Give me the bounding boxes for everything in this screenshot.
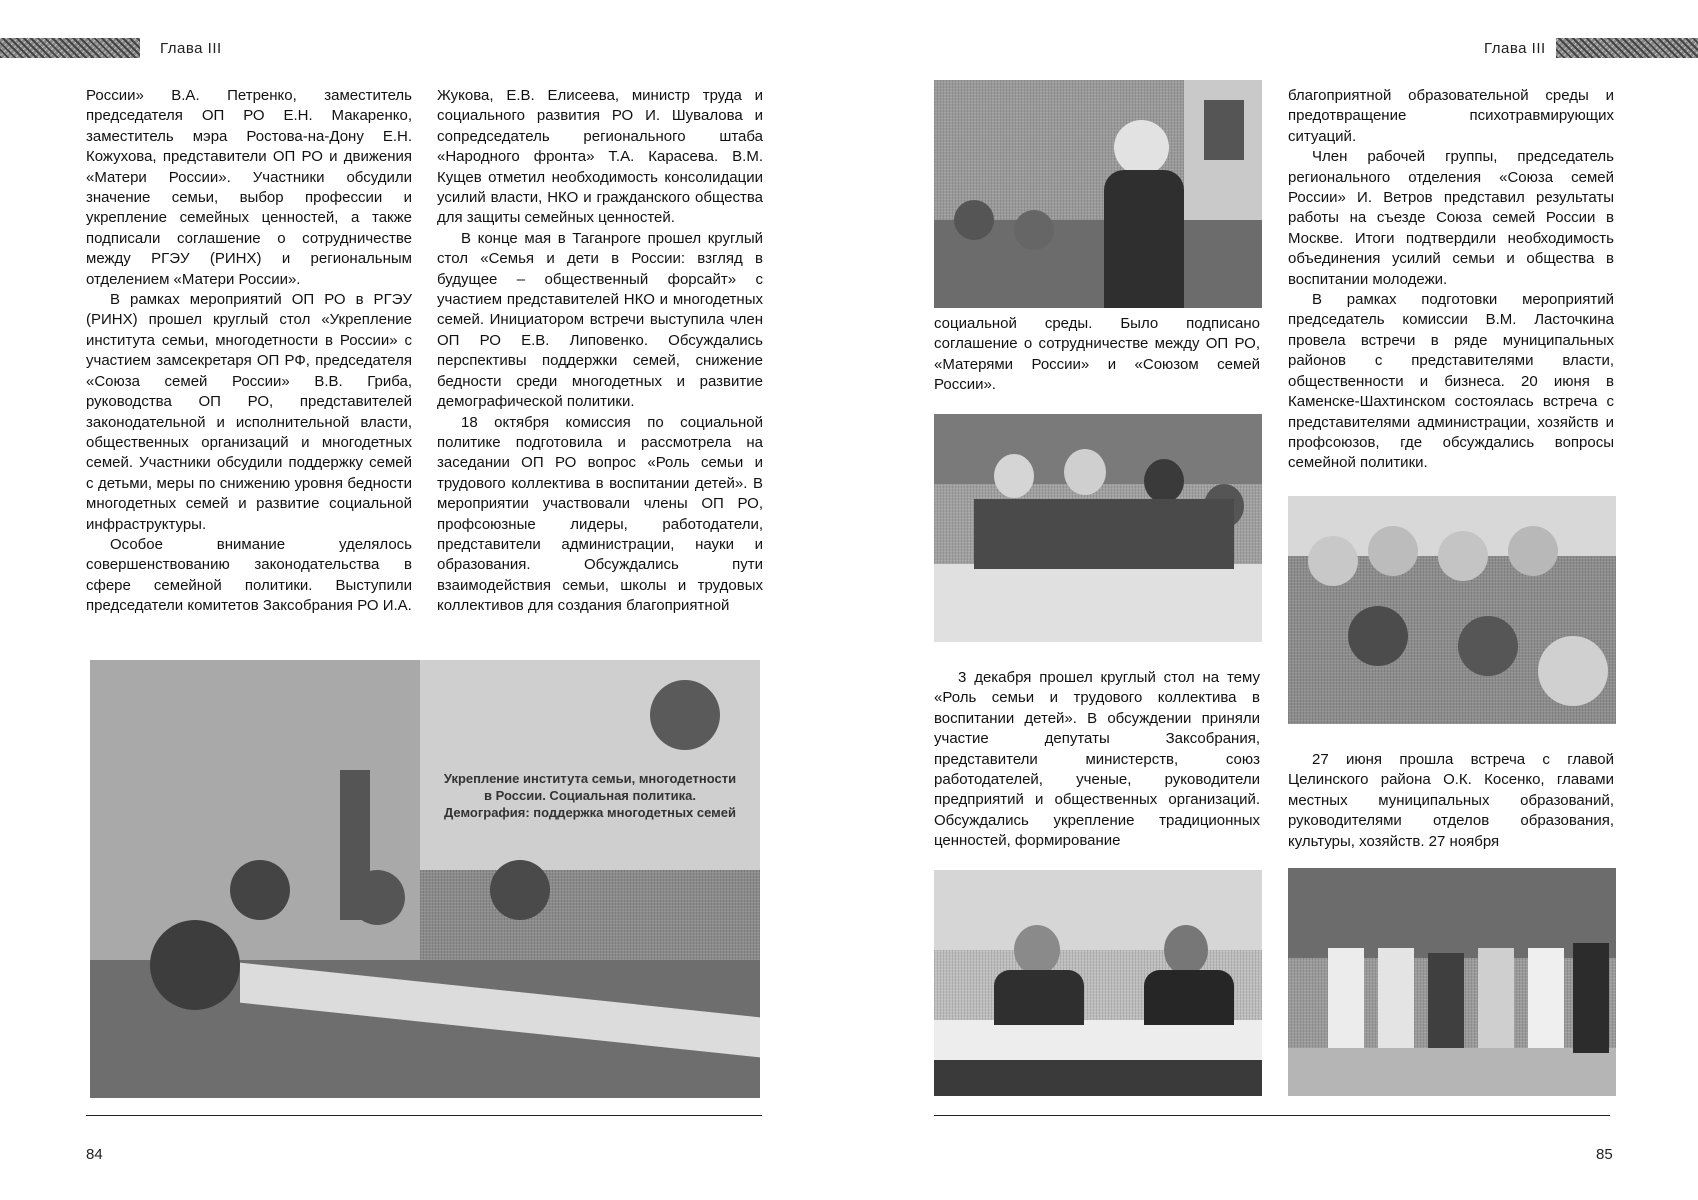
- photo-screen-slogan: Укрепление института семьи, многодетности в России. Социальная политика. Демография: поддержка многодетных семей: [443, 771, 737, 820]
- paragraph: В рамках мероприятий ОП РО в РГЭУ (РИНХ) прошел круглый стол «Укрепление института семьи, многодетности в России» с участием замсекретаря ОП РФ, председателя «Союза семей России» В.В. Гриба, руководства ОП РО, представителей законодательной и исполнительной власти, общественных организаций и многодетных семей. Участники обсудили поддержку семей с детьми, меры по снижению уровня бедности многодетных семей и развитие социальной инфраструктуры.: [86, 291, 412, 533]
- left-page-column-1: [86, 86, 412, 617]
- header-pattern-right: [1556, 38, 1698, 58]
- paragraph: Жукова, Е.В. Елисеева, министр труда и социального развития РО И. Шувалова и сопредседатель регионального штаба «Народного фронта» Т.А. Карасева. В.М. Кущев отметил необходимость консолидации усилий власти, НКО и гражданского общества для защиты семейных ценностей.: [437, 87, 763, 227]
- paragraph: Член рабочей группы, председатель регионального отделения «Союза семей России» И. Ветров представил результаты работы на съезде Союза семей России в Москве. Итоги подтвердили необходимость объединения усилий семьи и общества в воспитании молодежи.: [1288, 148, 1614, 288]
- photo-round-table-hall: [90, 660, 760, 1098]
- paragraph: социальной среды. Было подписано соглашение о сотрудничестве между ОП РО, «Матерями России» и «Союзом семей России».: [934, 315, 1260, 394]
- paragraph: 3 декабря прошел круглый стол на тему «Роль семьи и трудового коллектива в воспитании детей». В обсуждении приняли участие депутаты Заксобрания, представители министерств, союз работодателей, ученые, руководители предприятий и общественных организаций. Обсуждались укрепление традиционных ценностей, формирование: [934, 669, 1260, 850]
- paragraph: В конце мая в Таганроге прошел круглый стол «Семья и дети в России: взгляд в будущее – общественный форсайт» с участием представителей НКО и многодетных семей. Инициатором встречи выступила член ОП РО Е.В. Липовенко. Обсуждались перспективы поддержки семей, снижение бедности среди многодетных и развитие демографической политики.: [437, 229, 763, 411]
- paragraph: 27 июня прошла встреча с главой Целинского района О.К. Косенко, главами местных муниципальных образований, руководителями отделов образования, культуры, хозяйств. 27 ноября: [1288, 751, 1614, 850]
- paragraph: В рамках подготовки мероприятий председатель комиссии В.М. Ласточкина провела встречи в ряде муниципальных районов с представителями власти, общественности и бизнеса. 20 июня в Каменске-Шахтинском состоялась встреча с представителями администрации, хозяйств и профсоюзов, где обсуждались вопросы семейной политики.: [1288, 291, 1614, 472]
- paragraph: благоприятной образовательной среды и предотвращение психотравмирующих ситуаций.: [1288, 87, 1614, 145]
- left-page-column-2: [437, 86, 763, 617]
- page-number-left: 84: [86, 1146, 103, 1163]
- page-number-right: 85: [1596, 1146, 1613, 1163]
- right-page-column-2-bottom: [1288, 750, 1614, 852]
- photo-group-choir: [1288, 496, 1616, 724]
- photo-group-stage: [1288, 868, 1616, 1096]
- paragraph: России» В.А. Петренко, заместитель председателя ОП РО Е.Н. Макаренко, заместитель мэра Ростова-на-Дону Е.Н. Кожухова, представители ОП РО и движения «Матери России». Участники обсудили значение семьи, выбор профессии и укрепление семейных ценностей, а также подписали соглашение о сотрудничестве между РГЭУ (РИНХ) и региональным отделением «Матери России».: [86, 87, 412, 288]
- right-page-column-1-top: [934, 314, 1260, 396]
- chapter-title-left: Глава III: [160, 40, 222, 57]
- right-page-bottom-rule: [934, 1115, 1610, 1116]
- photo-woman-speaker: [934, 80, 1262, 308]
- header-pattern-left: [0, 38, 140, 58]
- photo-two-speakers: [934, 870, 1262, 1096]
- right-page-column-2-top: [1288, 86, 1614, 474]
- photo-panel-table: [934, 414, 1262, 642]
- chapter-title-right: Глава III: [1484, 40, 1546, 57]
- right-page-column-1-bottom: [934, 668, 1260, 852]
- left-page-bottom-rule: [86, 1115, 762, 1116]
- paragraph: 18 октября комиссия по социальной политике подготовила и рассмотрела на заседании ОП РО вопрос «Роль семьи и трудового коллектива в воспитании детей». В мероприятии участвовали члены ОП РО, профсоюзные лидеры, работодатели, представители администрации, науки и образования. Обсуждались пути взаимодействия семьи, школы и трудовых коллективов для создания благоприятной: [437, 413, 763, 615]
- paragraph: Особое внимание уделялось совершенствованию законодательства в сфере семейной политики. Выступили председатели комитетов Заксобрания РО И.А.: [86, 535, 412, 615]
